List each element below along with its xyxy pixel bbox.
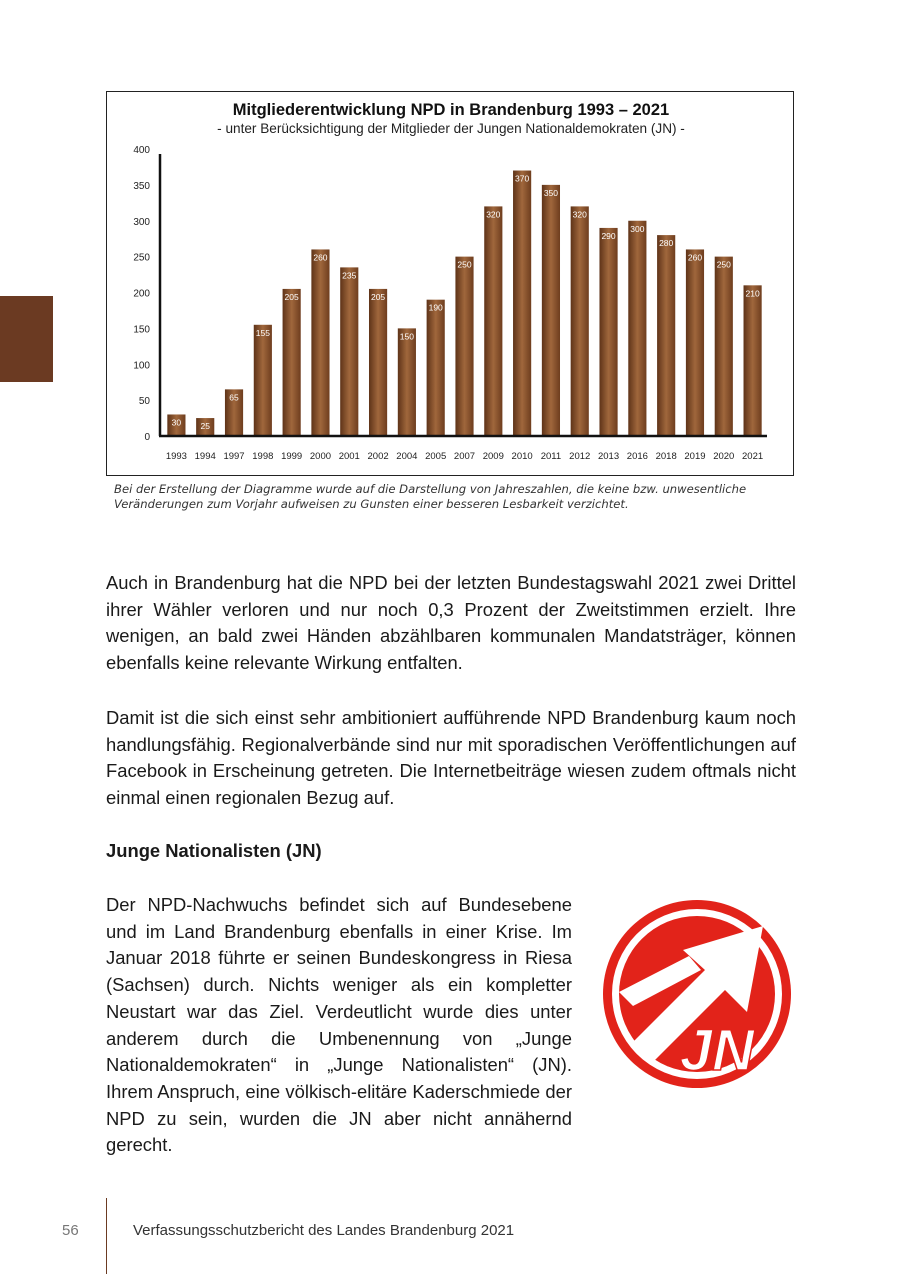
bar-value-label: 190 bbox=[428, 302, 443, 313]
bar-value-label: 370 bbox=[515, 173, 530, 184]
bar-2002 bbox=[369, 289, 387, 436]
chapter-side-tab bbox=[0, 296, 53, 382]
x-tick-label: 1997 bbox=[223, 451, 245, 462]
x-tick-label: 2001 bbox=[338, 451, 360, 462]
bar-value-label: 250 bbox=[457, 259, 472, 270]
chart-canvas bbox=[107, 92, 795, 477]
y-tick-label: 100 bbox=[133, 360, 150, 372]
bar-2020 bbox=[715, 257, 733, 436]
y-axis bbox=[133, 145, 160, 443]
paragraph-election-result: Auch in Brandenburg hat die NPD bei der letzten Bundestagswahl 2021 zwei Drittel ihrer Wähler verloren und nur noch 0,3 Prozent der Zweitstimmen erzielt. Ihre wenigen, an bald zwei Händen abzählbaren kommunalen Mandatsträger, können ebenfalls keine relevante Wirkung entfalten. bbox=[106, 572, 796, 674]
x-tick-label: 1993 bbox=[165, 451, 187, 462]
y-tick-label: 400 bbox=[133, 145, 150, 156]
bar-value-label: 260 bbox=[687, 252, 703, 263]
bar-2001 bbox=[340, 267, 358, 436]
y-tick-label: 250 bbox=[133, 252, 150, 264]
bar-value-label: 250 bbox=[716, 259, 731, 270]
bar-1999 bbox=[283, 289, 301, 436]
bar-2009 bbox=[484, 206, 502, 436]
bar-value-label: 280 bbox=[659, 238, 674, 249]
bar-2000 bbox=[311, 249, 329, 436]
bar-2007 bbox=[455, 257, 473, 436]
x-tick-label: 2010 bbox=[511, 451, 533, 462]
x-tick-label: 2019 bbox=[684, 451, 706, 462]
bar-value-label: 260 bbox=[313, 252, 328, 263]
x-tick-label: 2009 bbox=[482, 451, 504, 462]
logo-text: JN bbox=[679, 1018, 755, 1083]
chart-subtitle: - unter Berücksichtigung der Mitglieder der Jungen Nationaldemokraten (JN) - bbox=[217, 121, 685, 136]
jn-logo-icon bbox=[597, 894, 797, 1094]
bar-value-label: 30 bbox=[171, 417, 182, 428]
x-tick-label: 2000 bbox=[309, 451, 332, 462]
caption-line-2: Veränderungen zum Vorjahr aufweisen zu Gunsten einer besseren Lesbarkeit verzichtet. bbox=[114, 497, 629, 511]
x-tick-label: 2002 bbox=[367, 451, 389, 462]
y-tick-label: 50 bbox=[138, 396, 150, 408]
y-tick-label: 0 bbox=[144, 432, 150, 443]
y-tick-label: 350 bbox=[133, 180, 150, 192]
x-tick-label: 2021 bbox=[742, 451, 764, 462]
section-heading-jn: Junge Nationalisten (JN) bbox=[106, 840, 322, 861]
bar-2021 bbox=[744, 285, 762, 436]
bar-2010 bbox=[513, 171, 531, 436]
x-tick-label: 2004 bbox=[396, 451, 418, 462]
y-tick-label: 150 bbox=[133, 324, 150, 336]
x-tick-label: 1999 bbox=[281, 451, 303, 462]
bar-2005 bbox=[427, 300, 445, 436]
y-tick-label: 300 bbox=[133, 216, 150, 228]
bar-2016 bbox=[628, 221, 646, 436]
bar-value-label: 205 bbox=[370, 291, 386, 302]
bar-value-label: 155 bbox=[255, 327, 270, 338]
bar-2013 bbox=[599, 228, 617, 436]
chart-title: Mitgliederentwicklung NPD in Brandenburg 1993 – 2021 bbox=[232, 101, 670, 119]
bar-value-label: 210 bbox=[745, 288, 760, 299]
x-tick-label: 1994 bbox=[194, 451, 216, 462]
bar-value-label: 65 bbox=[229, 392, 239, 403]
bar-2019 bbox=[686, 249, 704, 436]
bar-value-label: 350 bbox=[543, 187, 559, 198]
x-tick-label: 2018 bbox=[655, 451, 677, 462]
bar-value-label: 300 bbox=[630, 223, 645, 234]
footer-title: Verfassungsschutzbericht des Landes Brandenburg 2021 bbox=[133, 1222, 515, 1239]
footer-divider bbox=[106, 1198, 107, 1274]
bar-2011 bbox=[542, 185, 560, 436]
paragraph-jn-crisis: Der NPD-Nachwuchs befindet sich auf Bundesebene und im Land Brandenburg ebenfalls in einer Krise. Im Januar 2018 führte er seinen Bundeskongress in Riesa (Sachsen) durch. Nichts weniger als ein kompletter Neustart war das Ziel. Verdeutlicht wurde dies unter anderem durch die Umbenennung von „Junge Nationaldemokraten“ in „Junge Nationalisten“ (JN). Ihrem Anspruch, eine völkisch-elitäre Kaderschmiede der NPD zu sein, wurden die JN aber nicht annähernd gerecht. bbox=[106, 894, 572, 1156]
bar-2004 bbox=[398, 328, 416, 436]
x-tick-label: 2012 bbox=[569, 451, 591, 462]
bar-2012 bbox=[571, 206, 589, 436]
x-tick-label: 2013 bbox=[597, 451, 620, 462]
bar-2018 bbox=[657, 235, 675, 436]
bar-value-label: 205 bbox=[284, 291, 299, 302]
x-tick-label: 2020 bbox=[713, 451, 735, 462]
bar-value-label: 235 bbox=[342, 270, 357, 281]
bar-value-label: 320 bbox=[486, 209, 501, 220]
bar-value-label: 290 bbox=[601, 230, 616, 241]
bar-value-label: 320 bbox=[572, 209, 587, 220]
bar-value-label: 150 bbox=[399, 331, 414, 342]
page-number: 56 bbox=[62, 1222, 79, 1239]
bar-value-label: 25 bbox=[200, 421, 210, 432]
x-axis bbox=[159, 436, 767, 462]
bar-1998 bbox=[254, 325, 272, 436]
x-tick-label: 2011 bbox=[540, 451, 562, 462]
y-tick-label: 200 bbox=[133, 288, 150, 300]
x-tick-label: 2005 bbox=[425, 451, 447, 462]
x-tick-label: 1998 bbox=[252, 451, 274, 462]
bar-series bbox=[167, 171, 761, 436]
membership-bar-chart bbox=[106, 91, 794, 476]
caption-line-1: Bei der Erstellung der Diagramme wurde auf die Darstellung von Jahreszahlen, die keine bzw. unwesentliche bbox=[114, 482, 747, 496]
x-tick-label: 2007 bbox=[453, 451, 476, 462]
chart-caption bbox=[114, 482, 794, 512]
x-tick-label: 2016 bbox=[626, 451, 648, 462]
paragraph-npd-state: Damit ist die sich einst sehr ambitioniert aufführende NPD Brandenburg kaum noch handlungsfähig. Regionalverbände sind nur mit sporadischen Veröffentlichungen auf Facebook in Erscheinung getreten. Die Internetbeiträge wiesen zudem oftmals nicht einmal einen regionalen Bezug auf. bbox=[106, 707, 796, 809]
